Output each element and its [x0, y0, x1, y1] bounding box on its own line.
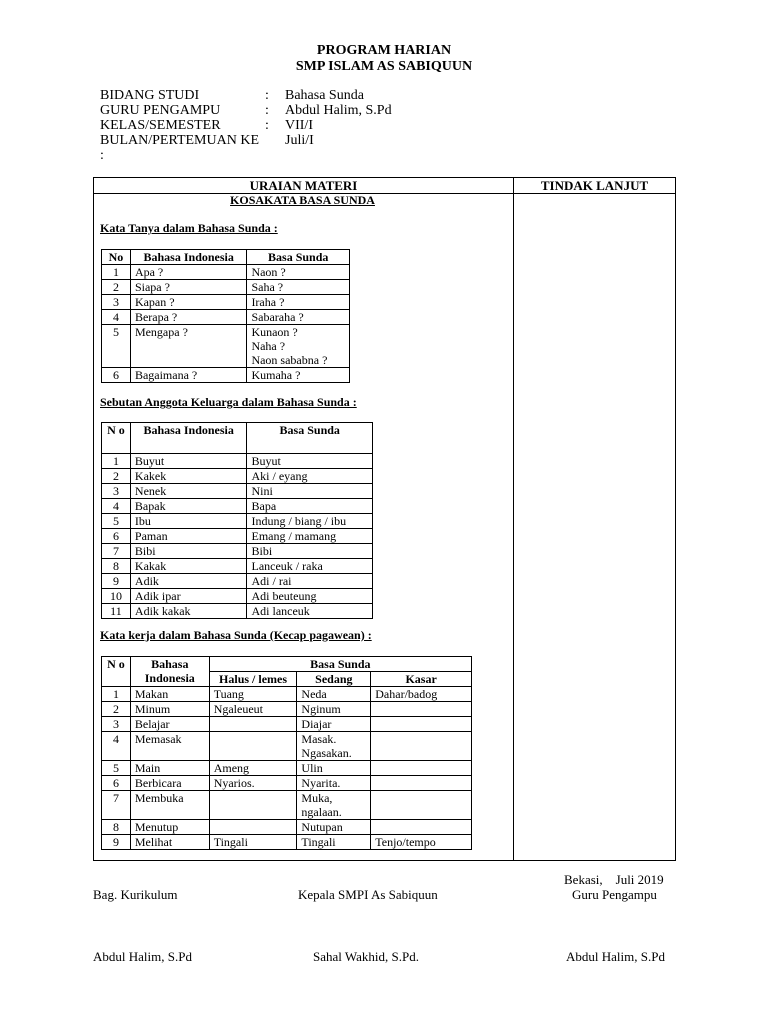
- table-row: [102, 604, 373, 619]
- cell-sunda: Lanceuk / raka: [247, 559, 373, 574]
- section-heading-question-words: Kata Tanya dalam Bahasa Sunda :: [100, 221, 278, 235]
- info-colon: :: [265, 118, 269, 133]
- cell-sedang: Diajar: [297, 717, 371, 732]
- cell-kasar: [371, 732, 472, 761]
- family-table: [101, 422, 373, 619]
- cell-sunda: Naon ?: [247, 265, 350, 280]
- cell-sunda: Adi lanceuk: [247, 604, 373, 619]
- cell-kasar: [371, 717, 472, 732]
- signatory-role-curriculum: Bag. Kurikulum: [93, 887, 178, 902]
- cell-halus: [209, 732, 297, 761]
- section-title: KOSAKATA BASA SUNDA: [230, 193, 375, 207]
- info-block: [100, 88, 392, 163]
- cell-halus: [209, 820, 297, 835]
- table-header-row: [102, 657, 472, 672]
- cell-no: 2: [102, 702, 131, 717]
- cell-no: 5: [102, 761, 131, 776]
- cell-line: Kunaon ?: [251, 325, 298, 339]
- cell-kasar: Dahar/badog: [371, 687, 472, 702]
- cell-indonesia: Adik ipar: [130, 589, 247, 604]
- column-header: Kasar: [371, 672, 472, 687]
- cell-sunda: Buyut: [247, 454, 373, 469]
- cell-indonesia: Ibu: [130, 514, 247, 529]
- cell-no: 3: [102, 717, 131, 732]
- column-group-header: Basa Sunda: [209, 657, 471, 672]
- cell-line: Muka,: [301, 791, 333, 805]
- cell-indonesia: Siapa ?: [130, 280, 247, 295]
- info-label: BIDANG STUDI: [100, 88, 200, 103]
- table-row: [102, 454, 373, 469]
- column-header: Basa Sunda: [247, 423, 373, 454]
- column-header: Basa Sunda: [247, 250, 350, 265]
- cell-no: 10: [102, 589, 131, 604]
- info-row-month: [100, 133, 392, 163]
- table-row: [102, 310, 350, 325]
- cell-indonesia: Menutup: [130, 820, 209, 835]
- column-header-material: URAIAN MATERI: [249, 178, 358, 193]
- cell-halus: [209, 791, 297, 820]
- table-row: [102, 499, 373, 514]
- cell-indonesia: Membuka: [130, 791, 209, 820]
- info-value: Juli/I: [285, 133, 314, 148]
- info-colon: :: [265, 88, 269, 103]
- school-name: SMP ISLAM AS SABIQUUN: [295, 59, 473, 74]
- cell-line: Ngasakan.: [301, 746, 352, 760]
- cell-no: 8: [102, 820, 131, 835]
- cell-indonesia: Kakak: [130, 559, 247, 574]
- cell-sedang: [297, 791, 371, 820]
- cell-no: 3: [102, 484, 131, 499]
- table-row: [102, 529, 373, 544]
- column-header-followup: TINDAK LANJUT: [540, 178, 649, 193]
- signatory-name-teacher: Abdul Halim, S.Pd: [566, 949, 665, 964]
- place-date: Bekasi, Juli 2019: [564, 872, 664, 887]
- cell-sunda: Kumaha ?: [247, 368, 350, 383]
- column-header: Halus / lemes: [209, 672, 297, 687]
- cell-indonesia: Berapa ?: [130, 310, 247, 325]
- cell-no: 7: [102, 544, 131, 559]
- cell-no: 8: [102, 559, 131, 574]
- column-header: N o: [102, 423, 131, 454]
- table-row: [102, 280, 350, 295]
- section-heading-verbs: Kata kerja dalam Bahasa Sunda (Kecap pagawean) :: [100, 628, 372, 642]
- info-row-class: [100, 118, 392, 133]
- table-row: [102, 687, 472, 702]
- table-row: [102, 776, 472, 791]
- column-header: No: [102, 250, 131, 265]
- cell-indonesia: Mengapa ?: [130, 325, 247, 368]
- cell-sedang: Nutupan: [297, 820, 371, 835]
- cell-no: 4: [102, 499, 131, 514]
- signatory-name-curriculum: Abdul Halim, S.Pd: [93, 949, 192, 964]
- cell-sedang: Tingali: [297, 835, 371, 850]
- cell-sedang: Neda: [297, 687, 371, 702]
- cell-indonesia: Bapak: [130, 499, 247, 514]
- cell-kasar: [371, 820, 472, 835]
- column-header: Bahasa Indonesia: [130, 250, 247, 265]
- cell-no: 1: [102, 687, 131, 702]
- signatory-role-teacher: Guru Pengampu: [572, 887, 657, 902]
- table-row: [102, 791, 472, 820]
- cell-indonesia: Adik kakak: [130, 604, 247, 619]
- cell-sunda: Aki / eyang: [247, 469, 373, 484]
- cell-indonesia: Belajar: [130, 717, 209, 732]
- cell-halus: Nyarios.: [209, 776, 297, 791]
- cell-sunda: Bibi: [247, 544, 373, 559]
- cell-sunda: Bapa: [247, 499, 373, 514]
- cell-no: 6: [102, 776, 131, 791]
- column-divider: [513, 178, 514, 860]
- cell-indonesia: Minum: [130, 702, 209, 717]
- cell-indonesia: Adik: [130, 574, 247, 589]
- cell-no: 2: [102, 280, 131, 295]
- cell-line: Masak.: [301, 732, 337, 746]
- cell-sunda: Nini: [247, 484, 373, 499]
- cell-indonesia: Buyut: [130, 454, 247, 469]
- cell-sunda: Emang / mamang: [247, 529, 373, 544]
- cell-no: 4: [102, 732, 131, 761]
- cell-no: 3: [102, 295, 131, 310]
- table-row: [102, 589, 373, 604]
- cell-line: Naha ?: [251, 339, 286, 353]
- document-title: PROGRAM HARIAN: [316, 43, 452, 58]
- cell-halus: Ngaleueut: [209, 702, 297, 717]
- cell-sunda: Adi / rai: [247, 574, 373, 589]
- cell-no: 4: [102, 310, 131, 325]
- column-header: Bahasa Indonesia: [130, 423, 247, 454]
- signatory-role-principal: Kepala SMPI As Sabiquun: [298, 887, 438, 902]
- cell-indonesia: Memasak: [130, 732, 209, 761]
- cell-line: Naon sababna ?: [251, 353, 328, 367]
- cell-no: 6: [102, 368, 131, 383]
- cell-indonesia: Nenek: [130, 484, 247, 499]
- cell-sedang: [297, 732, 371, 761]
- cell-indonesia: Makan: [130, 687, 209, 702]
- info-label: GURU PENGAMPU: [100, 103, 221, 118]
- info-colon: :: [265, 103, 269, 118]
- table-row: [102, 559, 373, 574]
- cell-indonesia: Kakek: [130, 469, 247, 484]
- cell-indonesia: Main: [130, 761, 209, 776]
- cell-no: 1: [102, 454, 131, 469]
- cell-no: 2: [102, 469, 131, 484]
- column-header: Bahasa Indonesia: [130, 657, 209, 687]
- cell-sunda: Saha ?: [247, 280, 350, 295]
- info-value: Bahasa Sunda: [285, 88, 364, 103]
- cell-indonesia: Paman: [130, 529, 247, 544]
- cell-kasar: [371, 776, 472, 791]
- cell-indonesia: Berbicara: [130, 776, 209, 791]
- table-header-row: [102, 250, 350, 265]
- table-row: [102, 469, 373, 484]
- cell-sunda: Indung / biang / ibu: [247, 514, 373, 529]
- cell-no: 5: [102, 514, 131, 529]
- cell-indonesia: Bibi: [130, 544, 247, 559]
- verbs-table: [101, 656, 472, 850]
- cell-halus: [209, 717, 297, 732]
- table-row: [102, 265, 350, 280]
- question-words-table: [101, 249, 350, 383]
- table-row: [102, 368, 350, 383]
- cell-sunda: Sabaraha ?: [247, 310, 350, 325]
- cell-no: 9: [102, 835, 131, 850]
- cell-no: 9: [102, 574, 131, 589]
- table-row: [102, 325, 350, 368]
- table-row: [102, 732, 472, 761]
- table-row: [102, 484, 373, 499]
- section-heading-family: Sebutan Anggota Keluarga dalam Bahasa Sunda :: [100, 395, 357, 409]
- table-row: [102, 717, 472, 732]
- cell-indonesia: Apa ?: [130, 265, 247, 280]
- table-row: [102, 702, 472, 717]
- cell-kasar: [371, 791, 472, 820]
- cell-kasar: [371, 761, 472, 776]
- table-header-row: [102, 423, 373, 454]
- cell-sedang: Nginum: [297, 702, 371, 717]
- table-row: [102, 295, 350, 310]
- info-label: KELAS/SEMESTER: [100, 118, 221, 133]
- info-colon: [265, 133, 285, 163]
- cell-halus: Tuang: [209, 687, 297, 702]
- cell-sedang: Ulin: [297, 761, 371, 776]
- cell-no: 11: [102, 604, 131, 619]
- cell-indonesia: Kapan ?: [130, 295, 247, 310]
- info-value: Abdul Halim, S.Pd: [285, 103, 392, 118]
- info-label: BULAN/PERTEMUAN KE :: [100, 133, 259, 163]
- cell-kasar: [371, 702, 472, 717]
- info-row-subject: [100, 88, 392, 103]
- table-row: [102, 574, 373, 589]
- signatory-name-principal: Sahal Wakhid, S.Pd.: [313, 949, 419, 964]
- table-row: [102, 761, 472, 776]
- cell-sunda: [247, 325, 350, 368]
- cell-indonesia: Melihat: [130, 835, 209, 850]
- table-row: [102, 835, 472, 850]
- info-row-teacher: [100, 103, 392, 118]
- cell-kasar: Tenjo/tempo: [371, 835, 472, 850]
- cell-halus: Ameng: [209, 761, 297, 776]
- cell-line: ngalaan.: [301, 805, 342, 819]
- column-header: N o: [102, 657, 131, 687]
- cell-sedang: Nyarita.: [297, 776, 371, 791]
- cell-indonesia: Bagaimana ?: [130, 368, 247, 383]
- cell-halus: Tingali: [209, 835, 297, 850]
- cell-no: 1: [102, 265, 131, 280]
- cell-no: 7: [102, 791, 131, 820]
- table-row: [102, 544, 373, 559]
- cell-sunda: Adi beuteung: [247, 589, 373, 604]
- cell-no: 5: [102, 325, 131, 368]
- table-row: [102, 514, 373, 529]
- info-value: VII/I: [285, 118, 313, 133]
- table-row: [102, 820, 472, 835]
- cell-no: 6: [102, 529, 131, 544]
- column-header: Sedang: [297, 672, 371, 687]
- cell-sunda: Iraha ?: [247, 295, 350, 310]
